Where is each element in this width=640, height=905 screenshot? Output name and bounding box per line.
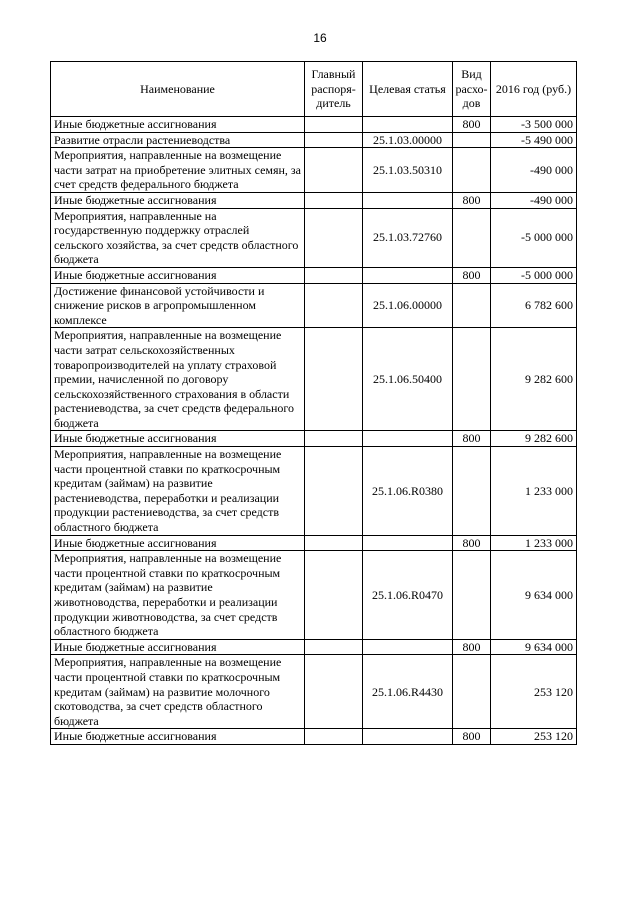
table-row: [51, 551, 577, 640]
row-target: [363, 431, 453, 447]
table-row: [51, 132, 577, 148]
row-target: [363, 639, 453, 655]
table-row: [51, 192, 577, 208]
table-row: [51, 117, 577, 133]
row-target: 25.1.06.R4430: [363, 655, 453, 729]
row-name: Иные бюджетные ассигнования: [51, 535, 305, 551]
table-row: [51, 729, 577, 745]
row-type: 800: [453, 117, 491, 133]
row-manager: [305, 535, 363, 551]
row-type: 800: [453, 431, 491, 447]
table-row: [51, 639, 577, 655]
row-manager: [305, 655, 363, 729]
row-type: 800: [453, 192, 491, 208]
table-row: [51, 447, 577, 536]
row-manager: [305, 132, 363, 148]
row-manager: [305, 551, 363, 640]
row-amount: -3 500 000: [491, 117, 577, 133]
table-header-row: [51, 62, 577, 117]
row-type: [453, 447, 491, 536]
row-amount: 9 282 600: [491, 431, 577, 447]
header-target: Целевая статья: [363, 62, 453, 117]
row-target: 25.1.06.00000: [363, 283, 453, 328]
table-row: [51, 283, 577, 328]
header-amount: 2016 год (руб.): [491, 62, 577, 117]
row-type: [453, 148, 491, 193]
row-target: [363, 192, 453, 208]
row-type: [453, 655, 491, 729]
row-name: Развитие отрасли растениеводства: [51, 132, 305, 148]
row-target: 25.1.03.72760: [363, 208, 453, 267]
row-target: 25.1.06.R0470: [363, 551, 453, 640]
row-manager: [305, 447, 363, 536]
row-type: [453, 328, 491, 431]
table-row: [51, 655, 577, 729]
row-name: Иные бюджетные ассигнования: [51, 639, 305, 655]
row-name: Мероприятия, направленные на возмещение части процентной ставки по краткосрочным кредитам (займам) на развитие растениеводства, переработки и реализации продукции растениеводства, за счет средств областного бюджета: [51, 447, 305, 536]
row-manager: [305, 729, 363, 745]
row-target: 25.1.03.00000: [363, 132, 453, 148]
table-row: [51, 328, 577, 431]
row-target: [363, 267, 453, 283]
row-amount: 253 120: [491, 655, 577, 729]
row-name: Иные бюджетные ассигнования: [51, 267, 305, 283]
row-name: Иные бюджетные ассигнования: [51, 431, 305, 447]
row-amount: 6 782 600: [491, 283, 577, 328]
row-target: [363, 535, 453, 551]
row-name: Мероприятия, направленные на возмещение части затрат сельскохозяйственных товаропроизводителей на уплату страховой премии, начисленной по договору сельскохозяйственного страхования в области растениеводства, за счет средств федерального бюджета: [51, 328, 305, 431]
row-type: [453, 283, 491, 328]
row-manager: [305, 283, 363, 328]
header-expense-type: Вид расхо-дов: [453, 62, 491, 117]
row-amount: 1 233 000: [491, 447, 577, 536]
budget-table: [50, 61, 577, 745]
row-name: Достижение финансовой устойчивости и снижение рисков в агропромышленном комплексе: [51, 283, 305, 328]
table-row: [51, 535, 577, 551]
header-name: Наименование: [51, 62, 305, 117]
header-manager: Главный распоря-дитель: [305, 62, 363, 117]
row-target: 25.1.06.R0380: [363, 447, 453, 536]
row-target: 25.1.06.50400: [363, 328, 453, 431]
row-target: [363, 729, 453, 745]
row-target: [363, 117, 453, 133]
row-manager: [305, 208, 363, 267]
row-type: 800: [453, 639, 491, 655]
row-manager: [305, 431, 363, 447]
row-type: 800: [453, 729, 491, 745]
row-manager: [305, 328, 363, 431]
row-type: [453, 208, 491, 267]
row-name: Иные бюджетные ассигнования: [51, 192, 305, 208]
row-amount: 253 120: [491, 729, 577, 745]
row-amount: -490 000: [491, 192, 577, 208]
table-row: [51, 431, 577, 447]
row-type: [453, 551, 491, 640]
row-manager: [305, 148, 363, 193]
row-name: Мероприятия, направленные на возмещение части затрат на приобретение элитных семян, за счет средств федерального бюджета: [51, 148, 305, 193]
row-manager: [305, 117, 363, 133]
row-name: Иные бюджетные ассигнования: [51, 729, 305, 745]
row-name: Иные бюджетные ассигнования: [51, 117, 305, 133]
row-name: Мероприятия, направленные на возмещение части процентной ставки по краткосрочным кредитам (займам) на развитие животноводства, переработки и реализации продукции животноводства, за счет средств областного бюджета: [51, 551, 305, 640]
table-row: [51, 267, 577, 283]
row-amount: 9 634 000: [491, 551, 577, 640]
row-amount: -490 000: [491, 148, 577, 193]
row-amount: 9 282 600: [491, 328, 577, 431]
page-number: 16: [313, 31, 327, 45]
row-name: Мероприятия, направленные на государственную поддержку отраслей сельского хозяйства, за счет средств областного бюджета: [51, 208, 305, 267]
row-target: 25.1.03.50310: [363, 148, 453, 193]
table-row: [51, 208, 577, 267]
row-manager: [305, 639, 363, 655]
row-manager: [305, 267, 363, 283]
table-row: [51, 148, 577, 193]
row-amount: 1 233 000: [491, 535, 577, 551]
row-type: [453, 132, 491, 148]
row-amount: 9 634 000: [491, 639, 577, 655]
row-name: Мероприятия, направленные на возмещение части процентной ставки по краткосрочным кредитам (займам) на развитие молочного скотоводства, за счет средств областного бюджета: [51, 655, 305, 729]
row-amount: -5 000 000: [491, 267, 577, 283]
row-manager: [305, 192, 363, 208]
row-type: 800: [453, 267, 491, 283]
row-amount: -5 000 000: [491, 208, 577, 267]
row-type: 800: [453, 535, 491, 551]
row-amount: -5 490 000: [491, 132, 577, 148]
